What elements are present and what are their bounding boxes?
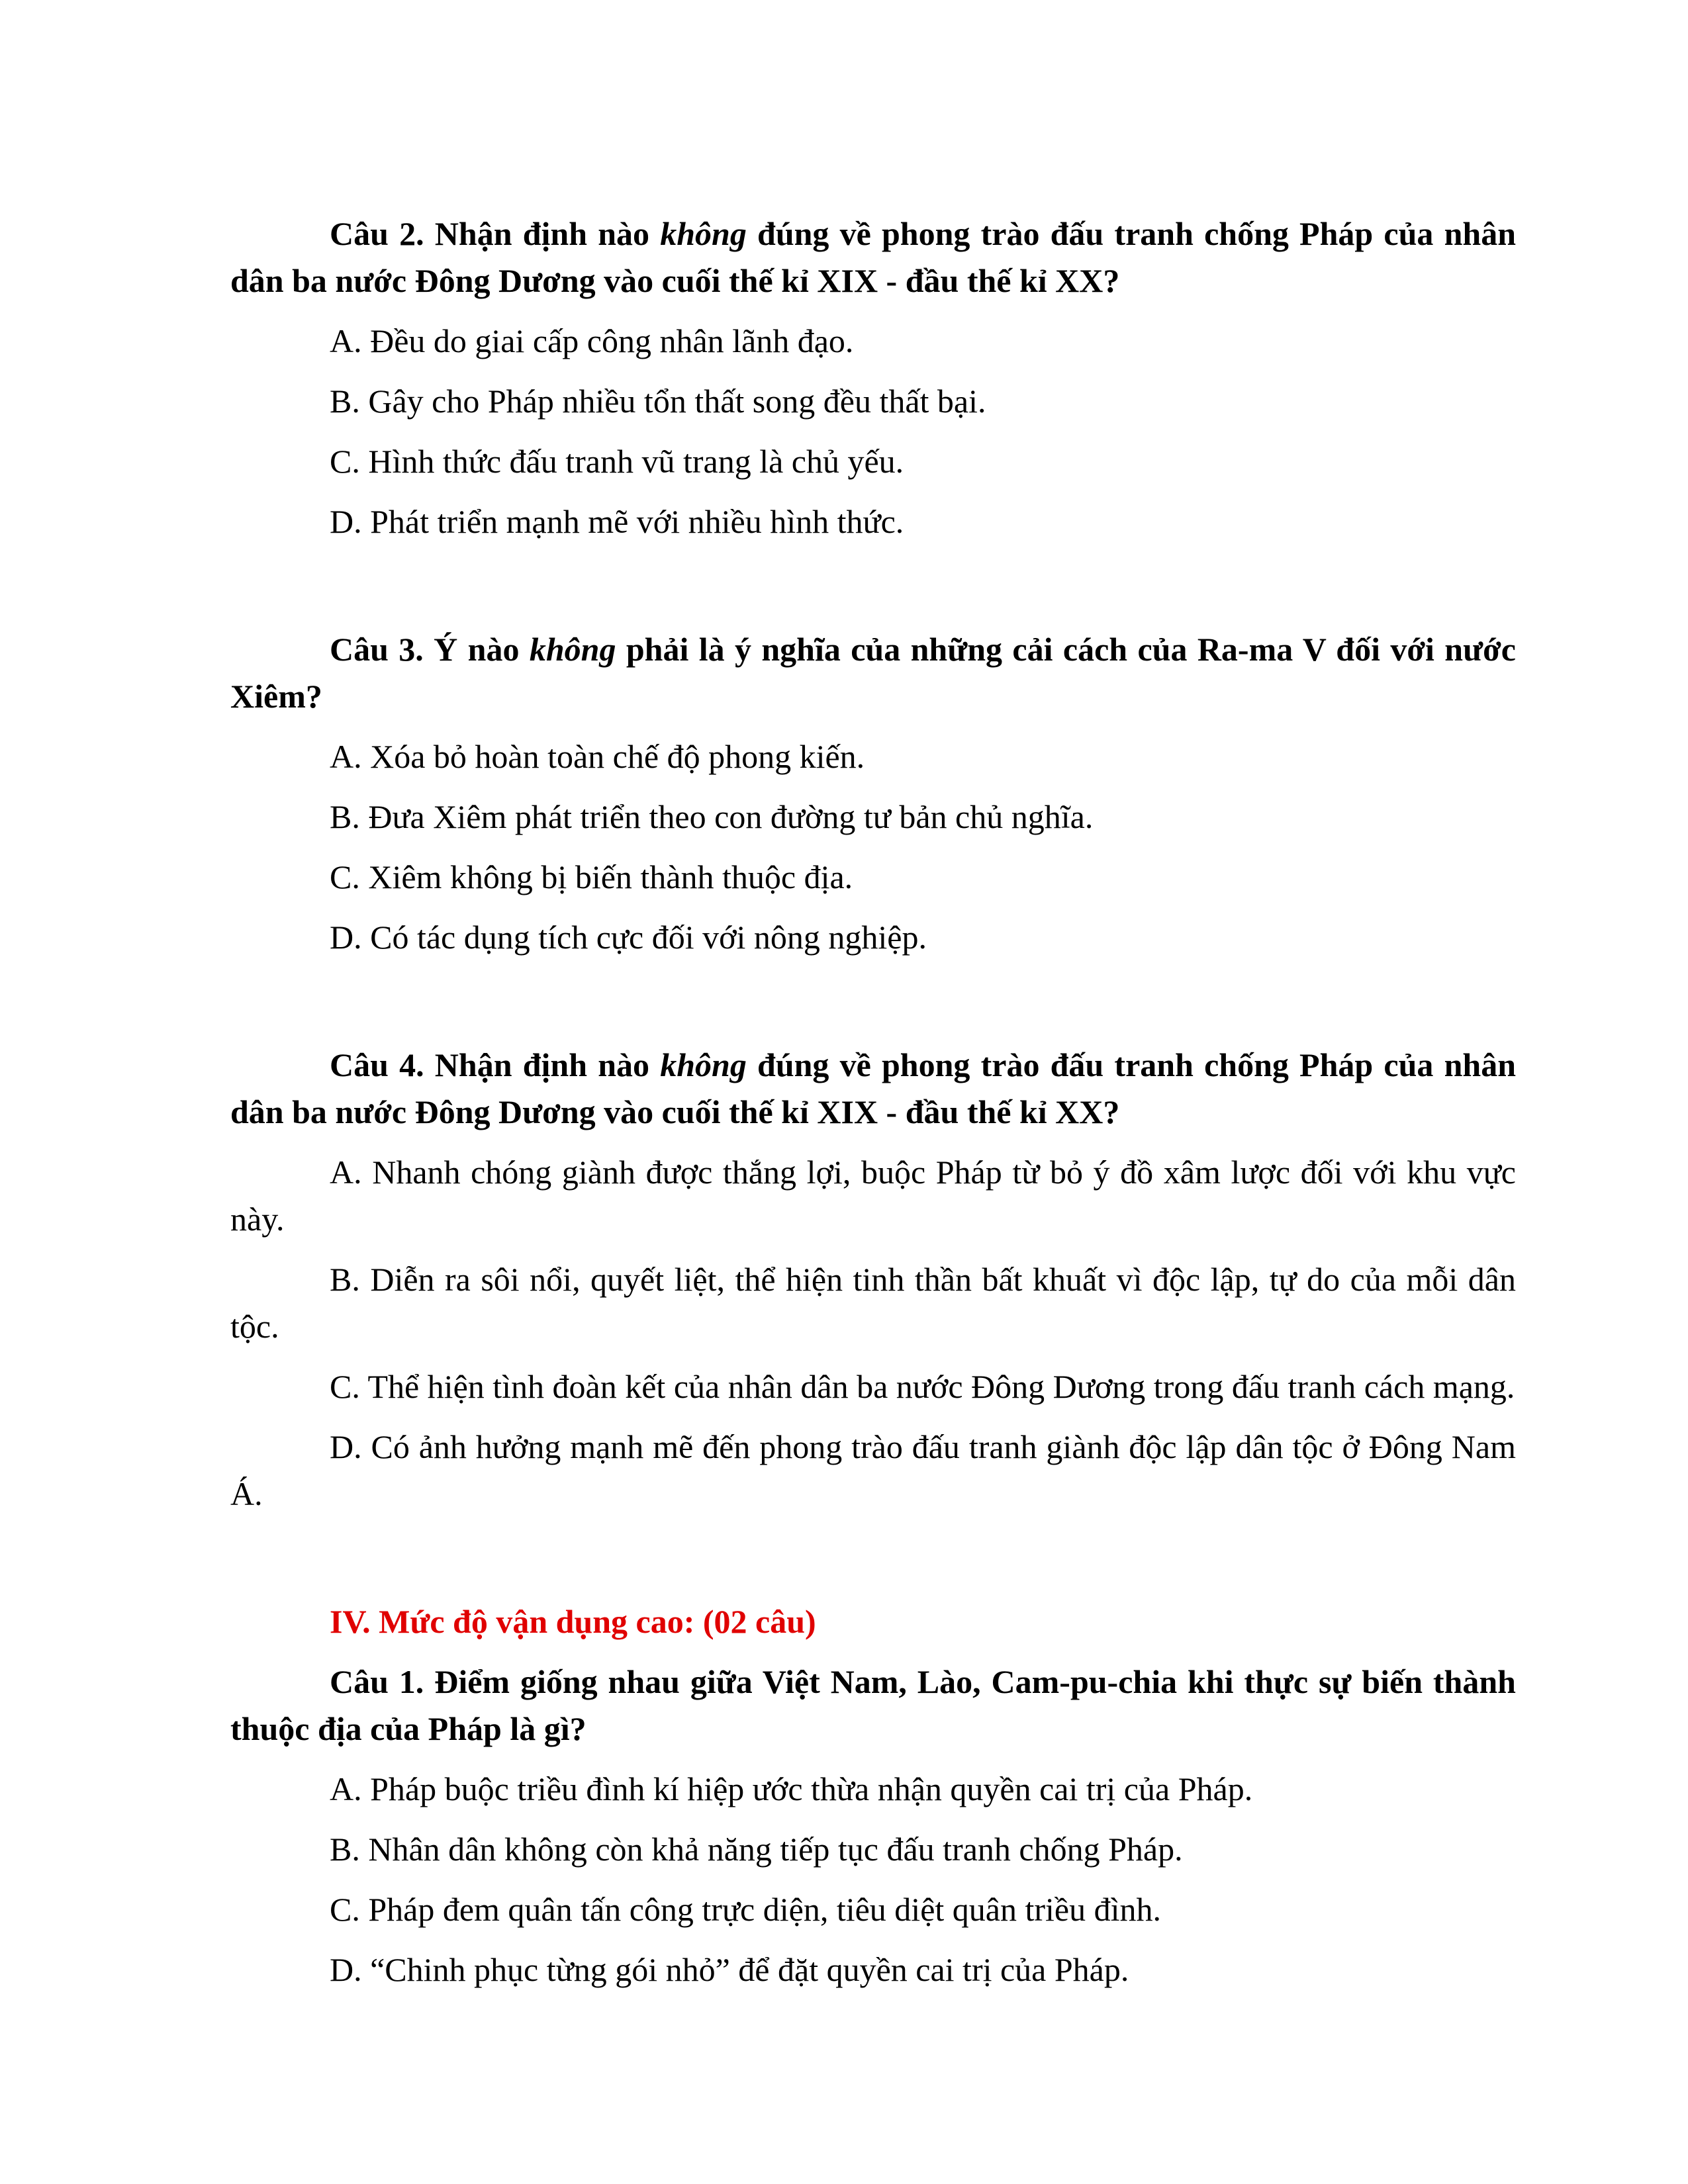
question-4-stem-after: đúng về phong trào đấu tranh chống Pháp của nhân dân ba nước Đông Dương vào cuối thế kỉ XIX - đầu thế kỉ XX? [230, 1046, 1517, 1130]
section-question-1-stem [230, 1659, 1516, 1752]
question-3-stem [230, 626, 1516, 720]
question-2-option-b: B. Gây cho Pháp nhiều tổn thất song đều thất bại. [330, 383, 986, 420]
question-2-stem-before: Nhận định nào [424, 215, 661, 252]
question-4-stem-before: Nhận định nào [424, 1046, 661, 1083]
section-question-1-label: Câu 1. [330, 1663, 424, 1700]
section-question-1-option-c: C. Pháp đem quân tấn công trực diện, tiêu diệt quân triều đình. [330, 1891, 1161, 1928]
question-4-label: Câu 4. [330, 1046, 424, 1083]
question-4-option-c: C. Thể hiện tình đoàn kết của nhân dân ba nước Đông Dương trong đấu tranh cách mạng. [330, 1368, 1515, 1405]
question-4-option-a: A. Nhanh chóng giành được thắng lợi, buộc Pháp từ bỏ ý đồ xâm lược đối với khu vực này. [230, 1154, 1516, 1238]
question-3-option-a: A. Xóa bỏ hoàn toàn chế độ phong kiến. [330, 738, 865, 775]
question-4-stem [230, 1042, 1516, 1136]
section-question-1-option-a: A. Pháp buộc triều đình kí hiệp ước thừa nhận quyền cai trị của Pháp. [330, 1770, 1253, 1807]
question-3-emphasis: không [529, 631, 616, 668]
question-4-option-b: B. Diễn ra sôi nổi, quyết liệt, thể hiện tinh thần bất khuất vì độc lập, tự do của mỗi dân tộc. [230, 1261, 1516, 1345]
question-2-option-a: A. Đều do giai cấp công nhân lãnh đạo. [330, 322, 854, 359]
question-4-emphasis: không [660, 1046, 747, 1083]
section-question-1-option-d: D. “Chinh phục từng gói nhỏ” để đặt quyền cai trị của Pháp. [330, 1951, 1129, 1988]
question-4-option-d: D. Có ảnh hưởng mạnh mẽ đến phong trào đấu tranh giành độc lập dân tộc ở Đông Nam Á. [230, 1428, 1516, 1512]
question-2-stem [230, 210, 1516, 304]
question-2-emphasis: không [660, 215, 747, 252]
spacer [230, 974, 1516, 1042]
section-question-1-option-b: B. Nhân dân không còn khả năng tiếp tục đấu tranh chống Pháp. [330, 1831, 1183, 1868]
question-2-label: Câu 2. [330, 215, 424, 252]
section-title: IV. Mức độ vận dụng cao: (02 câu) [330, 1603, 816, 1640]
document-page [230, 210, 1516, 2007]
question-4 [230, 1042, 1516, 1518]
question-3-label: Câu 3. [330, 631, 424, 668]
question-3-stem-after: phải là ý nghĩa của những cải cách của Ra-ma V đối với nước Xiêm? [230, 631, 1516, 715]
spacer [230, 1531, 1516, 1598]
question-3-option-b: B. Đưa Xiêm phát triển theo con đường tư bản chủ nghĩa. [330, 798, 1094, 835]
spacer [230, 559, 1516, 626]
section-question-1 [230, 1659, 1516, 1993]
question-2 [230, 210, 1516, 545]
question-3-stem-before: Ý nào [423, 631, 530, 668]
question-3 [230, 626, 1516, 961]
section-question-1-text: Điểm giống nhau giữa Việt Nam, Lào, Cam-pu-chia khi thực sự biến thành thuộc địa của Pháp là gì? [230, 1663, 1516, 1747]
question-3-option-d: D. Có tác dụng tích cực đối với nông nghiệp. [330, 919, 927, 956]
question-3-option-c: C. Xiêm không bị biến thành thuộc địa. [330, 858, 853, 895]
question-2-stem-after: đúng về phong trào đấu tranh chống Pháp của nhân dân ba nước Đông Dương vào cuối thế kỉ XIX - đầu thế kỉ XX? [230, 215, 1517, 299]
question-2-option-c: C. Hình thức đấu tranh vũ trang là chủ yếu. [330, 443, 904, 480]
question-2-option-d: D. Phát triển mạnh mẽ với nhiều hình thức. [330, 503, 904, 540]
